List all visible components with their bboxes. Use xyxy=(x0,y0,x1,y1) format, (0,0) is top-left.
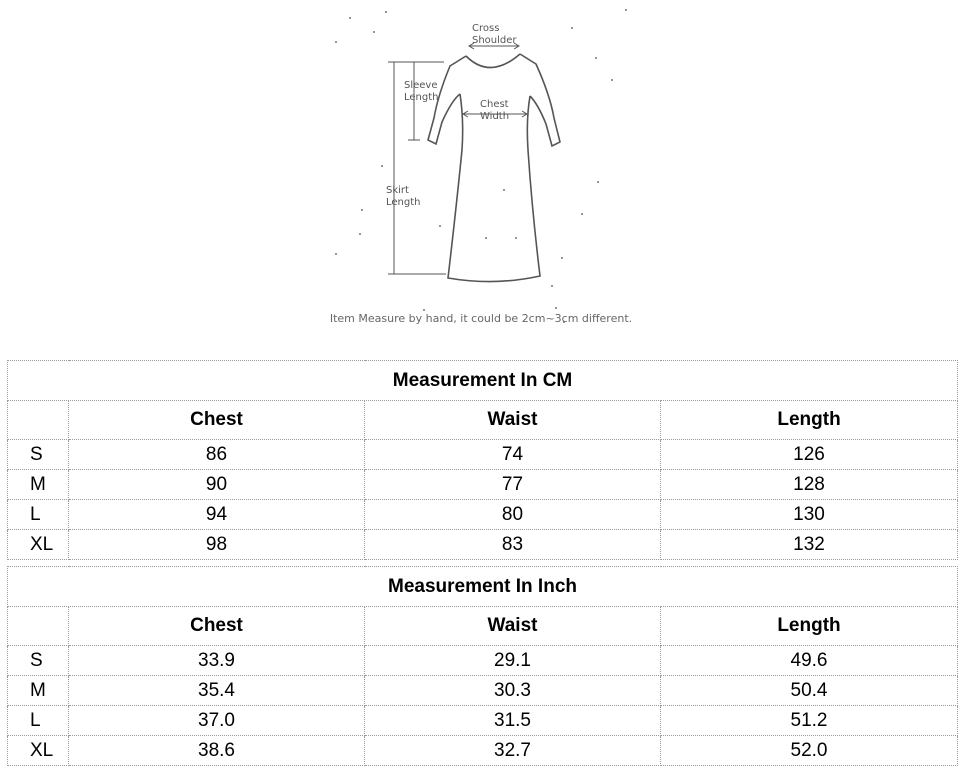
dress-outline-icon xyxy=(300,0,660,340)
waist-cell: 77 xyxy=(365,470,661,500)
table-row xyxy=(8,736,958,766)
table-row xyxy=(8,706,958,736)
chest-cell: 90 xyxy=(69,470,365,500)
size-cell: M xyxy=(8,470,69,500)
waist-cell: 30.3 xyxy=(365,676,661,706)
skirt-length-label: Skirt Length xyxy=(386,185,421,208)
size-cell: S xyxy=(8,440,69,470)
length-cell: 51.2 xyxy=(661,706,958,736)
length-cell: 49.6 xyxy=(661,646,958,676)
size-cell: XL xyxy=(8,736,69,766)
column-header-waist: Waist xyxy=(365,607,661,646)
size-cell: S xyxy=(8,646,69,676)
size-cell: L xyxy=(8,706,69,736)
measure-note: Item Measure by hand, it could be 2cm~3cm different. xyxy=(329,312,633,325)
table-row xyxy=(8,646,958,676)
table-row xyxy=(8,530,958,560)
column-header-length: Length xyxy=(661,607,958,646)
chest-cell: 33.9 xyxy=(69,646,365,676)
table-row xyxy=(8,500,958,530)
column-header-size xyxy=(8,607,69,646)
column-header-chest: Chest xyxy=(69,401,365,440)
table-row xyxy=(8,470,958,500)
length-cell: 126 xyxy=(661,440,958,470)
chest-width-label: Chest Width xyxy=(480,99,510,122)
chest-cell: 86 xyxy=(69,440,365,470)
waist-cell: 83 xyxy=(365,530,661,560)
column-header-size xyxy=(8,401,69,440)
column-header-waist: Waist xyxy=(365,401,661,440)
length-cell: 130 xyxy=(661,500,958,530)
table-title-cm: Measurement In CM xyxy=(8,361,958,401)
length-cell: 52.0 xyxy=(661,736,958,766)
waist-cell: 31.5 xyxy=(365,706,661,736)
length-cell: 132 xyxy=(661,530,958,560)
waist-cell: 74 xyxy=(365,440,661,470)
chest-cell: 94 xyxy=(69,500,365,530)
measurement-table-cm xyxy=(7,360,958,560)
waist-cell: 80 xyxy=(365,500,661,530)
chest-cell: 98 xyxy=(69,530,365,560)
cross-shoulder-label: Cross Shoulder xyxy=(472,23,517,46)
waist-cell: 32.7 xyxy=(365,736,661,766)
length-cell: 128 xyxy=(661,470,958,500)
dress-measurement-diagram xyxy=(300,0,660,340)
column-header-chest: Chest xyxy=(69,607,365,646)
size-cell: XL xyxy=(8,530,69,560)
length-cell: 50.4 xyxy=(661,676,958,706)
measurement-table-inch xyxy=(7,566,958,766)
chest-cell: 38.6 xyxy=(69,736,365,766)
column-header-length: Length xyxy=(661,401,958,440)
sleeve-length-label: Sleeve Length xyxy=(404,80,439,103)
waist-cell: 29.1 xyxy=(365,646,661,676)
chest-cell: 35.4 xyxy=(69,676,365,706)
size-cell: M xyxy=(8,676,69,706)
table-title-inch: Measurement In Inch xyxy=(8,567,958,607)
size-cell: L xyxy=(8,500,69,530)
table-row xyxy=(8,440,958,470)
table-row xyxy=(8,676,958,706)
chest-cell: 37.0 xyxy=(69,706,365,736)
